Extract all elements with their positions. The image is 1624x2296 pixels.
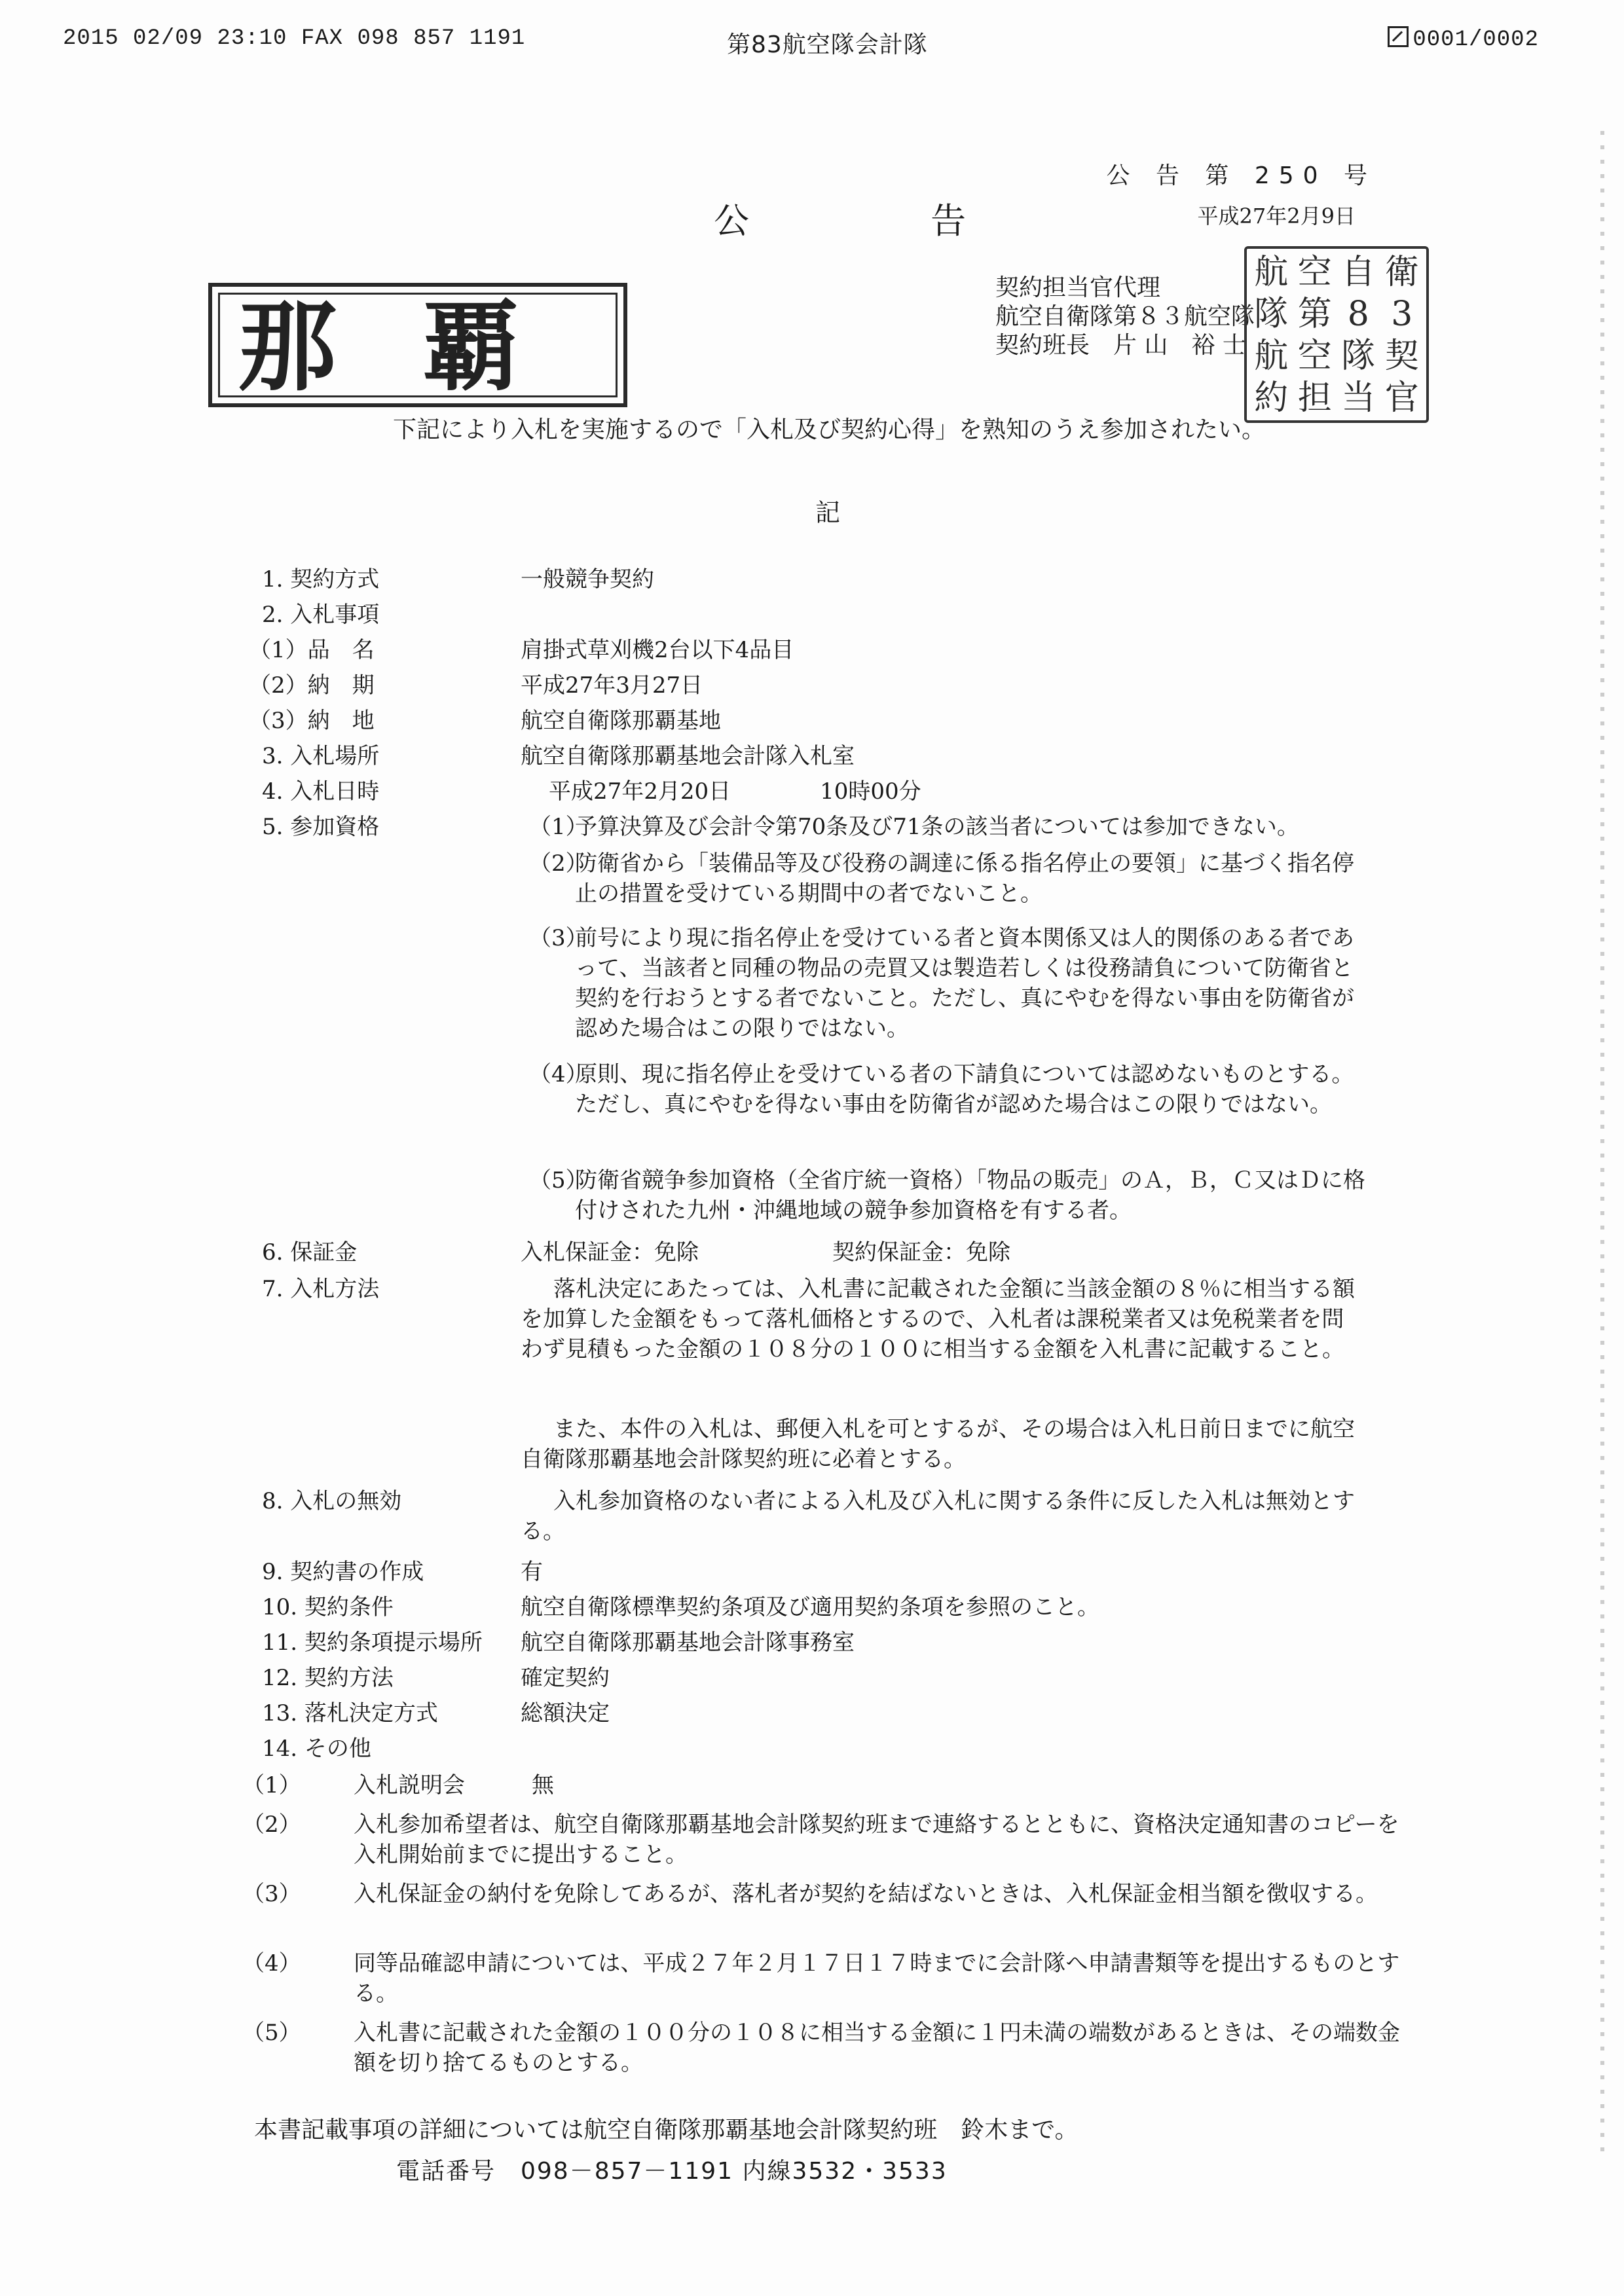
item-paragraph: また、本件の入札は、郵便入札を可とするが、その場合は入札日前日までに航空自衛隊那覇基地会計隊契約班に必着とする。 xyxy=(521,1416,1355,1472)
item-value: 肩掛式草刈機2台以下4品目 xyxy=(521,637,794,663)
item-label: 11. 契約条項提示場所 xyxy=(262,1630,483,1656)
seal-glyph: 当 xyxy=(1341,378,1376,418)
qualification-text: 前号により現に指名停止を受けている者と資本関係又は人的関係のある者であって、当該者と同種の物品の売買又は製造若しくは役務請負について防衛省と契約を行おうとする者でないこと。ただし、真にやむを得ない事由を防衛省が認めた場合はこの限りではない。 xyxy=(575,925,1354,1042)
phone-number: 電話番号 098－857－1191 内線3532・3533 xyxy=(396,2158,948,2185)
qualification-text: 原則、現に指名停止を受けている者の下請負については認めないものとする。ただし、真にやむを得ない事由を防衛省が認めた場合はこの限りではない。 xyxy=(575,1061,1354,1118)
seal-glyph: 8 xyxy=(1347,295,1369,334)
item-label: 10. 契約条件 xyxy=(262,1594,394,1620)
item-label: 3. 入札場所 xyxy=(262,743,380,769)
item-label: （1）品 名 xyxy=(249,637,375,663)
seal-glyph: 隊 xyxy=(1254,295,1289,334)
other-text: 入札説明会 無 xyxy=(354,1772,554,1798)
officer-name: 契約班長 片 山 裕 士 xyxy=(995,332,1246,359)
seal-glyph: 契 xyxy=(1384,337,1419,376)
scan-edge-noise xyxy=(1600,131,1604,2160)
official-seal xyxy=(1244,246,1429,423)
other-number: （3） xyxy=(242,1881,301,1907)
other-text: 入札参加希望者は、航空自衛隊那覇基地会計隊契約班まで連絡するとともに、資格決定通知書のコピーを入札開始前までに提出すること。 xyxy=(354,1812,1399,1868)
item-label: 14. その他 xyxy=(262,1736,371,1762)
other-number: （4） xyxy=(242,1950,301,1977)
fax-header-left: 2015 02/09 23:10 FAX 098 857 1191 xyxy=(63,26,526,51)
item-paragraph: 落札決定にあたっては、入札書に記載された金額に当該金額の８％に相当する額を加算した金額をもって落札価格とするので、入札者は課税業者又は免税業者を問わず見積もった金額の１０８分の１００に相当する金額を入札書に記載すること。 xyxy=(521,1276,1355,1362)
other-text: 入札書に記載された金額の１００分の１０８に相当する金額に１円未満の端数があるときは、その端数金額を切り捨てるものとする。 xyxy=(354,2020,1400,2076)
intro-text: 下記により入札を実施するので「入札及び契約心得」を熟知のうえ参加されたい。 xyxy=(393,416,1266,443)
item-label: 12. 契約方法 xyxy=(262,1665,394,1691)
naha-stamp: 那覇 xyxy=(208,283,627,407)
other-text: 同等品確認申請については、平成２７年２月１７日１７時までに会計隊へ申請書類等を提出するものとする。 xyxy=(354,1950,1400,2007)
seal-glyph: 約 xyxy=(1254,378,1289,418)
item-value: 航空自衛隊標準契約条項及び適用契約条項を参照のこと。 xyxy=(521,1594,1099,1620)
item-value: 確定契約 xyxy=(521,1665,610,1691)
contact-info: 本書記載事項の詳細については航空自衛隊那覇基地会計隊契約班 鈴木まで。 xyxy=(254,2117,1079,2143)
item-value: 平成27年3月27日 xyxy=(521,672,703,699)
item-paragraph: 入札参加資格のない者による入札及び入札に関する条件に反した入札は無効とする。 xyxy=(521,1488,1355,1544)
item-label: （2）納 期 xyxy=(249,672,375,699)
item-label: 2. 入札事項 xyxy=(262,602,380,628)
seal-glyph: 官 xyxy=(1384,378,1419,418)
other-number: （2） xyxy=(242,1812,301,1838)
seal-glyph: 衛 xyxy=(1384,253,1419,292)
seal-glyph: 航 xyxy=(1254,337,1289,376)
qualification-number: （3） xyxy=(529,925,588,951)
item-value: 入札保証金：免除 契約保証金：免除 xyxy=(521,1239,1010,1266)
seal-glyph: 担 xyxy=(1297,378,1332,418)
ki-heading: 記 xyxy=(815,498,841,527)
item-value: 一般競争契約 xyxy=(521,566,654,592)
qualification-number: （2） xyxy=(529,850,588,877)
qualification-text: 防衛省から「装備品等及び役務の調達に係る指名停止の要領」に基づく指名停止の措置を受けている期間中の者でないこと。 xyxy=(575,850,1354,907)
item-value: 有 xyxy=(521,1559,543,1585)
seal-glyph: 第 xyxy=(1297,295,1332,334)
item-label: 7. 入札方法 xyxy=(262,1276,380,1302)
item-label: 6. 保証金 xyxy=(262,1239,358,1266)
fax-header-sender: 第83航空隊会計隊 xyxy=(727,31,928,58)
seal-glyph: 自 xyxy=(1341,253,1376,292)
item-value: 航空自衛隊那覇基地会計隊入札室 xyxy=(521,743,855,769)
item-label: 8. 入札の無効 xyxy=(262,1488,402,1514)
fax-page-count: 0001/0002 xyxy=(1412,27,1539,52)
officer-unit: 航空自衛隊第８３航空隊 xyxy=(995,303,1255,330)
qualification-text: 防衛省競争参加資格（全省庁統一資格）「物品の販売」のＡ，Ｂ，Ｃ又はＤに格付けされた九州・沖縄地域の競争参加資格を有する者。 xyxy=(575,1167,1365,1224)
page-title: 公 告 xyxy=(714,200,1052,242)
notice-number: 公 告 第 250 号 xyxy=(1106,162,1376,189)
item-value: 航空自衛隊那覇基地会計隊事務室 xyxy=(521,1630,855,1656)
item-label: （3）納 地 xyxy=(249,708,375,734)
other-number: （5） xyxy=(242,2020,301,2046)
item-label: 4. 入札日時 xyxy=(262,778,380,805)
seal-glyph: 隊 xyxy=(1341,337,1376,376)
seal-glyph: 航 xyxy=(1254,253,1289,292)
item-value: 総額決定 xyxy=(521,1700,610,1726)
qualification-number: （1） xyxy=(529,814,588,840)
item-value: 航空自衛隊那覇基地 xyxy=(521,708,721,734)
item-label: 9. 契約書の作成 xyxy=(262,1559,424,1585)
seal-glyph: 3 xyxy=(1391,295,1413,334)
other-number: （1） xyxy=(242,1772,301,1798)
qualification-number: （4） xyxy=(529,1061,588,1087)
item-value: 平成27年2月20日 10時00分 xyxy=(549,778,921,805)
seal-glyph: 空 xyxy=(1297,337,1332,376)
fax-header-page xyxy=(1388,26,1539,52)
seal-glyph: 空 xyxy=(1297,253,1332,292)
item-label: 13. 落札決定方式 xyxy=(262,1700,438,1726)
notice-date: 平成27年2月9日 xyxy=(1197,204,1356,228)
other-text: 入札保証金の納付を免除してあるが、落札者が契約を結ばないときは、入札保証金相当額を徴収する。 xyxy=(354,1881,1378,1907)
fax-page-icon xyxy=(1388,26,1409,47)
qualification-text: 予算決算及び会計令第70条及び71条の該当者については参加できない。 xyxy=(575,814,1299,840)
item-label: 5. 参加資格 xyxy=(262,814,380,840)
qualification-number: （5） xyxy=(529,1167,588,1194)
officer-title: 契約担当官代理 xyxy=(995,274,1161,301)
item-label: 1. 契約方式 xyxy=(262,566,380,592)
